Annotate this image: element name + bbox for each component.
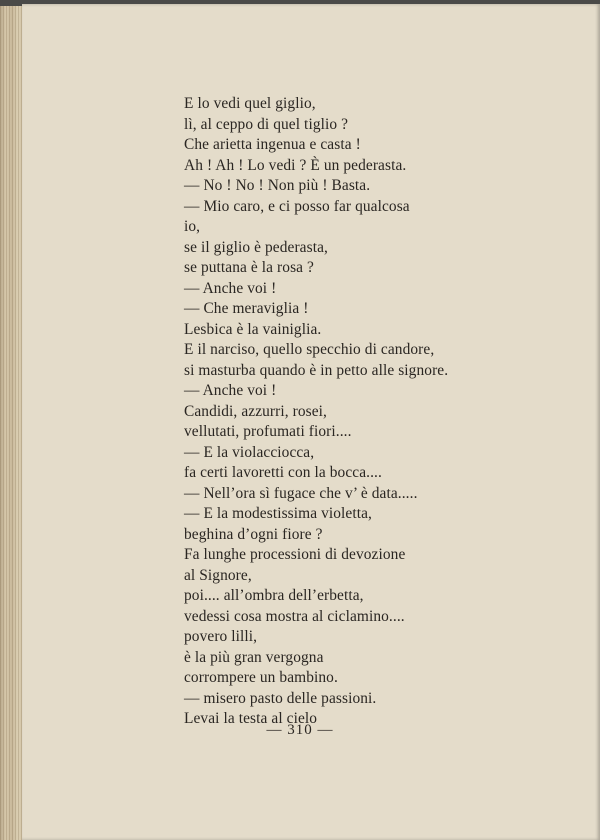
page-edges <box>0 6 22 840</box>
poem-line: vellutati, profumati fiori.... <box>184 423 352 440</box>
poem-line: — Nell’ora sì fugace che v’ è data..... <box>184 484 418 502</box>
poem-line: — No ! No ! Non più ! Basta. <box>184 177 371 194</box>
poem-line: è la più gran vergogna <box>184 648 324 666</box>
poem-line: Candidi, azzurri, rosei, <box>184 402 328 420</box>
poem-text <box>184 94 594 730</box>
poem-line: corrompere un bambino. <box>184 669 338 686</box>
poem-line: si masturba quando è in petto alle signore. <box>184 361 449 379</box>
poem-line: — Anche voi ! <box>184 382 277 399</box>
poem-line: se puttana è la rosa ? <box>184 259 314 276</box>
poem-line: vedessi cosa mostra al ciclamino.... <box>184 607 405 625</box>
poem-line: E il narciso, quello specchio di candore, <box>184 341 435 358</box>
poem-line: poi.... all’ombra dell’erbetta, <box>184 587 364 604</box>
poem-line: E lo vedi quel giglio, <box>184 95 316 112</box>
poem-line: lì, al ceppo di quel tiglio ? <box>184 115 349 133</box>
poem-line: povero lilli, <box>184 628 258 645</box>
poem-line: — E la modestissima violetta, <box>184 505 372 522</box>
poem-line: Fa lunghe processioni di devozione <box>184 546 406 563</box>
poem-line: fa certi lavoretti con la bocca.... <box>184 464 382 481</box>
poem-line: Che arietta ingenua e casta ! <box>184 136 361 153</box>
poem-line: beghina d’ogni fiore ? <box>184 525 323 543</box>
poem-line: — E la violacciocca, <box>184 443 315 461</box>
poem-line: — Anche voi ! <box>184 279 277 297</box>
poem-line: se il giglio è pederasta, <box>184 238 328 256</box>
page-number: — 310 — <box>266 722 334 738</box>
poem-line: io, <box>184 218 201 235</box>
poem-line: — Mio caro, e ci posso far qualcosa <box>184 197 410 215</box>
poem-line: Lesbica è la vainiglia. <box>184 320 322 338</box>
poem-line: Levai la testa al cielo <box>184 710 318 727</box>
poem-line: — misero pasto delle passioni. <box>184 689 377 707</box>
poem-line: al Signore, <box>184 566 252 584</box>
poem-line: — Che meraviglia ! <box>184 300 309 317</box>
poem-line: Ah ! Ah ! Lo vedi ? È un pederasta. <box>184 156 407 174</box>
